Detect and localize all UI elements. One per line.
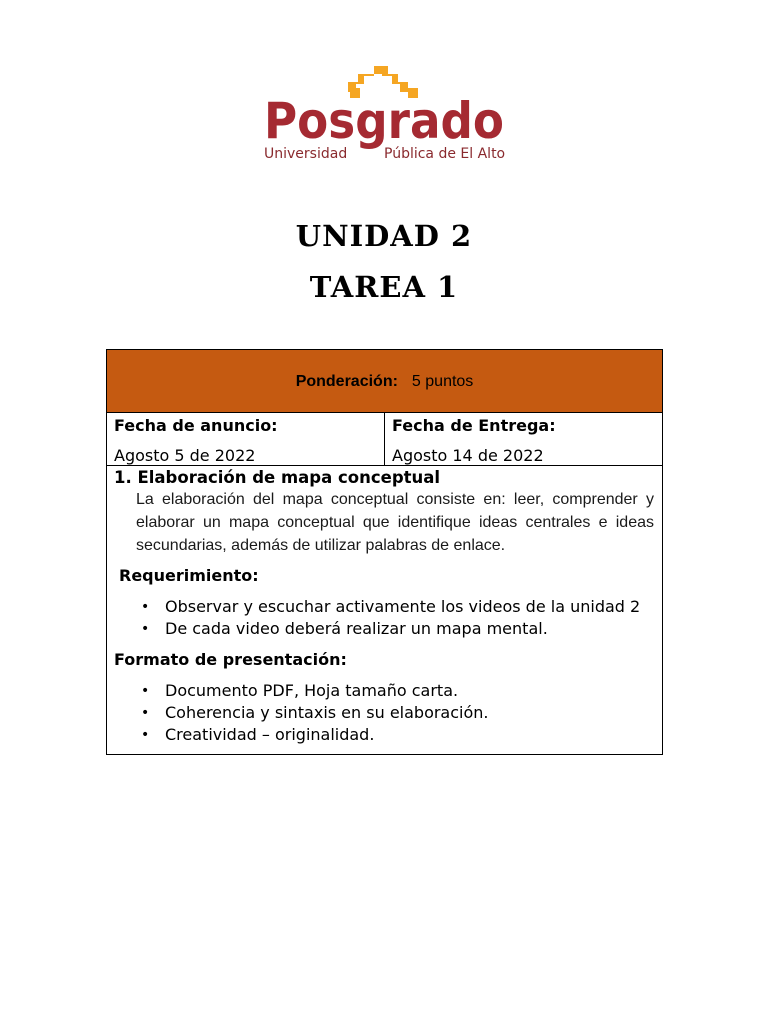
format-title: Formato de presentación: <box>114 650 347 669</box>
list-item: • Observar y escuchar activamente los videos de la unidad 2 <box>141 597 641 616</box>
bullet-icon: • <box>141 599 150 615</box>
format-list <box>141 680 489 746</box>
announce-label: Fecha de anuncio: <box>114 416 278 435</box>
weight-value: 5 puntos <box>411 373 474 390</box>
bullet-icon: • <box>141 705 150 721</box>
requirement-list <box>141 596 640 640</box>
due-cell <box>385 413 663 466</box>
bullet-icon: • <box>141 727 150 743</box>
announce-date: Agosto 5 de 2022 <box>114 446 256 465</box>
content-cell <box>107 466 663 755</box>
bullet-icon: • <box>141 621 150 637</box>
list-item: • Creatividad – originalidad. <box>141 725 375 744</box>
logo-wordmark: Posgrado <box>264 92 504 150</box>
list-item: • Coherencia y sintaxis en su elaboración. <box>141 703 489 722</box>
section-title: 1. Elaboración de mapa conceptual <box>114 468 441 487</box>
task-table <box>106 349 663 755</box>
task-heading: TAREA 1 <box>309 270 459 304</box>
university-logo <box>262 62 508 162</box>
weight-label: Ponderación: <box>295 373 398 390</box>
due-date: Agosto 14 de 2022 <box>392 446 544 465</box>
due-label: Fecha de Entrega: <box>392 416 556 435</box>
requirement-title: Requerimiento: <box>119 566 259 585</box>
announce-cell <box>107 413 385 466</box>
logo-subtitle-right: Pública de El Alto <box>384 146 506 162</box>
bullet-icon: • <box>141 683 150 699</box>
list-item: • Documento PDF, Hoja tamaño carta. <box>141 681 459 700</box>
unit-heading: UNIDAD 2 <box>295 219 473 253</box>
weight-banner <box>107 350 663 413</box>
section-description: La elaboración del mapa conceptual consiste en: leer, comprender y elaborar un mapa conceptual que identifique ideas centrales e ideas secundarias, además de utilizar palabras de enlace. <box>136 491 654 554</box>
list-item: • De cada video deberá realizar un mapa mental. <box>141 619 548 638</box>
logo-subtitle-left: Universidad <box>264 146 348 162</box>
